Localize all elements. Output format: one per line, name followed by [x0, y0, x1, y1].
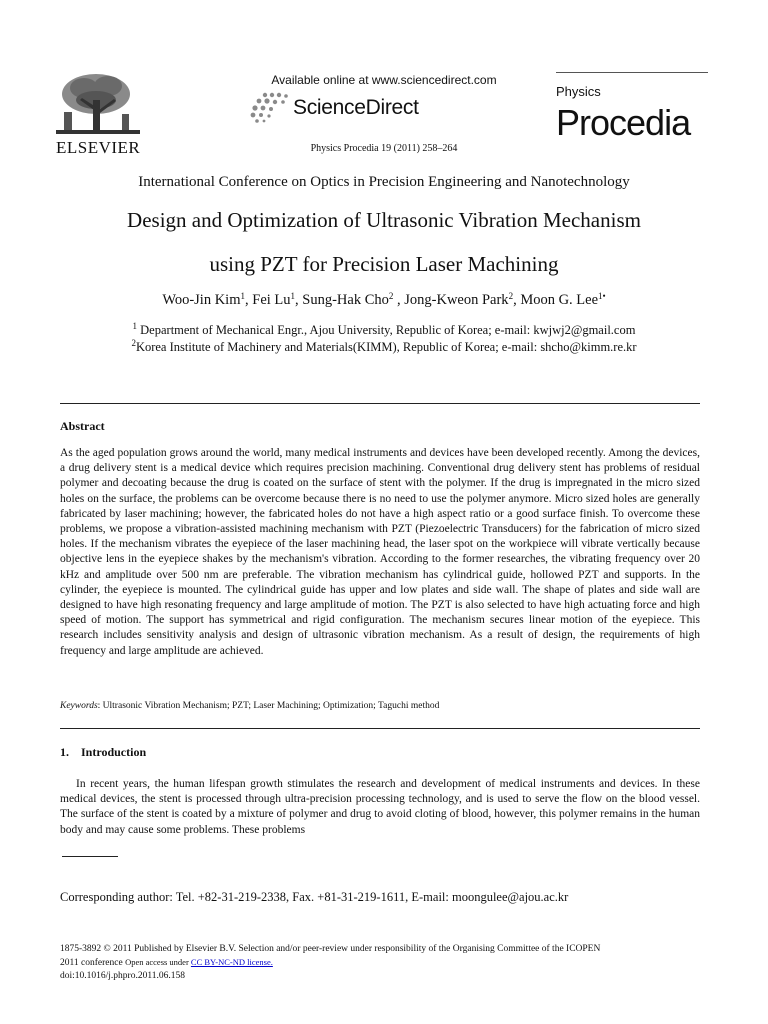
- introduction-heading: [60, 745, 146, 760]
- author-separator: ,: [393, 292, 405, 308]
- author-affil-mark: 2: [388, 291, 394, 301]
- author-affil-mark: 2: [508, 291, 514, 301]
- author-name: Moon G. Lee: [520, 292, 599, 308]
- author-name: Woo-Jin Kim: [162, 292, 241, 308]
- keywords-label: Keywords: [60, 701, 98, 711]
- paper-title-line2: using PZT for Precision Laser Machining: [209, 252, 559, 276]
- copyright-footer: [60, 943, 710, 983]
- keywords-list: : Ultrasonic Vibration Mechanism; PZT; Laser Machining; Optimization; Taguchi method: [97, 701, 440, 711]
- author-separator: ,: [513, 292, 521, 308]
- conference-name: International Conference on Optics in Precision Engineering and Nanotechnology: [138, 174, 630, 190]
- abstract-bottom-rule: [60, 728, 700, 729]
- author-name: Fei Lu: [252, 292, 291, 308]
- author-list: [0, 292, 768, 309]
- affiliation-text: Korea Institute of Machinery and Materials(KIMM), Republic of Korea; e-mail: shcho@kimm.re.kr: [135, 340, 637, 354]
- affiliation-mark: 1: [132, 321, 138, 331]
- affiliation-mark: 2: [131, 338, 136, 348]
- affiliation-2: [0, 340, 768, 355]
- journal-logo-divider: [556, 72, 708, 73]
- publisher-wordmark: ELSEVIER: [56, 138, 141, 157]
- author-affil-mark: 1: [290, 291, 296, 301]
- sciencedirect-logo: [245, 90, 445, 125]
- corresponding-author: Corresponding author: Tel. +82-31-219-2338, Fax. +81-31-219-1611, E-mail: moongulee@ajou.ac.kr: [60, 890, 569, 904]
- copyright-line: 1875-3892 © 2011 Published by Elsevier B.V. Selection and/or peer-review under responsibility of the Organising Committee of the ICOPEN: [60, 944, 601, 954]
- sciencedirect-wordmark: ScienceDirect: [293, 96, 419, 119]
- affiliation-1: [0, 323, 768, 338]
- journal-kicker: Physics: [556, 84, 601, 99]
- conference-year: 2011 conference: [60, 958, 123, 968]
- journal-reference: Physics Procedia 19 (2011) 258–264: [310, 143, 458, 154]
- author-separator: ,: [245, 292, 253, 308]
- author-name: Jong-Kweon Park: [404, 292, 509, 308]
- keywords: [60, 701, 439, 711]
- available-online-text: Available online at www.sciencedirect.com: [271, 73, 497, 87]
- paper-title-line1: Design and Optimization of Ultrasonic Vibration Mechanism: [127, 208, 641, 232]
- open-access-note: [125, 957, 273, 967]
- introduction-body: In recent years, the human lifespan growth stimulates the research and development of medical instruments and devices. In these medical devices, the stent is processed through ultra-precision processing technology, and is used to serve the flow on the blood vessel. The surface of the stent is coated by a mixture of polymer and drug to avoid cloting of blood, however, this polymer remains in the human body and may cause some problems. These problems: [60, 778, 700, 836]
- sciencedirect-dots-icon: [245, 90, 291, 125]
- abstract-body: As the aged population grows around the world, many medical instruments and devices have been developed recently. Among the devices, a drug delivery stent is a medical device which requires precision machining. Conventional drug delivery stent has problems of residual polymer and decoating because the drug is coated on the surface of stent with the polymer. If the drug is impregnated in the micro sized holes on the surface, the problems can be overcome because there is no need to use the polymer anymore. Micro sized holes are generally fabricated by laser machining; however, the fabricated holes do not have a high aspect ratio or a good surface finish. To overcome these problems, we propose a vibration-assisted machining mechanism with PZT (Piezoelectric Transducers) for the fabrication of micro sized holes. If the mechanism vibrates the eyepiece of the laser machining head, the laser spot on the workpiece will vibrate vertically because objective lens in the eyepiece shakes by the mechanism's vibration. According to the former researches, the vibrating frequency over 20 kHz and amplitude over 500 nm are preferable. The vibration mechanism has cylindrical guide, hollowed PZT and supports. In the cylinder, the eyepiece is mounted. The cylindrical guide has upper and low plates and side wall. The shape of plates and side wall are designed to have high resonating frequency and large amplitude of motion. The PZT is also selected to have high actuating force and high speed of motion. The support has symmetrical and rigid configuration. The mechanism secures linear motion of the eyepiece. This research includes sensitivity analysis and design of ultrasonic vibration mechanism. As a result of design, the requirements of high frequency and large amplitude are achieved.: [60, 447, 700, 657]
- conference-license-line: [60, 956, 710, 970]
- author-separator: ,: [295, 292, 303, 308]
- doi: doi:10.1016/j.phpro.2011.06.158: [60, 971, 185, 981]
- license-link[interactable]: CC BY-NC-ND license.: [190, 957, 273, 967]
- author-affil-mark: 1: [240, 291, 245, 301]
- section-number: 1.: [60, 745, 69, 759]
- author-affil-mark: 1•: [598, 291, 606, 301]
- affiliation-text: Department of Mechanical Engr., Ajou University, Republic of Korea; e-mail: kwjwj2@gmail.com: [137, 323, 636, 337]
- open-access-text: Open access under: [125, 957, 189, 967]
- abstract-heading: Abstract: [60, 419, 105, 433]
- physics-procedia-logo: [556, 78, 708, 141]
- footnote-rule: [62, 856, 118, 857]
- author-name: Sung-Hak Cho: [302, 292, 389, 308]
- abstract-top-rule: [60, 403, 700, 404]
- journal-name: Procedia: [556, 102, 691, 143]
- section-title: Introduction: [81, 745, 147, 759]
